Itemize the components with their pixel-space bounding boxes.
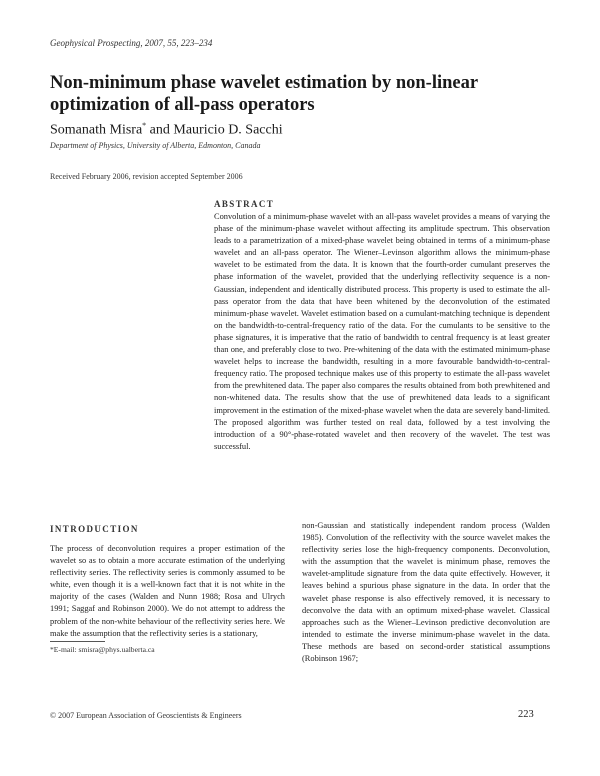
corresponding-author-mark: * [142,121,147,130]
introduction-column-right: non-Gaussian and statistically independent random process (Walden 1985). Convolution of the reflectivity with the source wavelet makes the reflectivity series lose the high-frequency components. Deconvolution, with the assumption that the wavelet is minimum phase, removes the wavelet-amplitude signature from the data quite effectively. However, it leaves behind a spurious phase signature in the data. In order that the wavelet phase response is also effectively removed, it is necessary to deconvolve the data with an optimum mixed-phase wavelet. Classical approaches such as the Wiener–Levinson predictive deconvolution are intended to estimate the inverse minimum-phase wavelet in the data. These methods are based on second-order statistical assumptions (Robinson 1967; [302,521,550,664]
footnote-email: *E-mail: smisra@phys.ualberta.ca [50,645,155,654]
author-name-secondary: and Mauricio D. Sacchi [146,122,283,138]
introduction-column-left: The process of deconvolution requires a proper estimation of the wavelet so as to obtain a more accurate estimation of the underlying reflectivity series. The reflectivity series is commonly assumed to be white, even though it is a well-known fact that it is not white in the majority of the cases (Walden and Nunn 1988; Rosa and Ulrych 1991; Saggaf and Robinson 2000). We do not attempt to address the problem of the non-white behaviour of the reflectivity series here. We make the assumption that the reflectivity series is a stationary, [50,544,285,638]
introduction-heading: INTRODUCTION [50,524,139,534]
journal-citation: Geophysical Prospecting, 2007, 55, 223–234 [50,38,213,48]
author-list [50,121,283,139]
author-name-primary: Somanath Misra [50,122,143,138]
abstract-body: Convolution of a minimum-phase wavelet with an all-pass wavelet provides a means of varying the phase of the minimum-phase wavelet without affecting its amplitude spectrum. This observation leads to a parametrization of a mixed-phase wavelet being obtained in terms of a minimum-phase wavelet and an all-pass operator. The Wiener–Levinson algorithm allows the minimum-phase wavelet to be estimated from the data. It is known that the fourth-order cumulant preserves the phase information of the wavelet, provided that the underlying reflectivity sequence is a non-Gaussian, independent and identically distributed process. This property is used to estimate the all-pass operator from the data that have been whitened by the deconvolution of the estimated minimum-phase wavelet. Wavelet estimation based on a cumulant-matching technique is dependent on the bandwidth-to-central-frequency ratio of the data. For the cumulants to be sensitive to the phase signatures, it is imperative that the ratio of bandwidth to central frequency is at least greater than one, and preferably close to two. Pre-whitening of the data with the estimated minimum-phase wavelet helps to increase the bandwidth, resulting in a more favourable bandwidth-to-central-frequency ratio. The proposed technique makes use of this property to estimate the all-pass wavelet from the prewhitened data. The paper also compares the results obtained from both prewhitened and non-whitened data. The results show that the use of prewhitened data leads to a significant improvement in the estimation of the mixed-phase wavelet when the data are severely band-limited. The proposed algorithm was further tested on real data, followed by a test involving the introduction of a 90°-phase-rotated wavelet and then recovery of the wavelet. The test was successful. [214,212,550,451]
footnote-divider [50,641,105,642]
copyright-notice: © 2007 European Association of Geoscientists & Engineers [50,711,242,720]
affiliation: Department of Physics, University of Alberta, Edmonton, Canada [50,141,261,150]
article-title: Non-minimum phase wavelet estimation by non-linear optimization of all-pass operators [50,73,478,115]
received-dates: Received February 2006, revision accepted September 2006 [50,172,243,181]
page-number: 223 [518,709,534,720]
abstract-heading: ABSTRACT [214,199,275,209]
